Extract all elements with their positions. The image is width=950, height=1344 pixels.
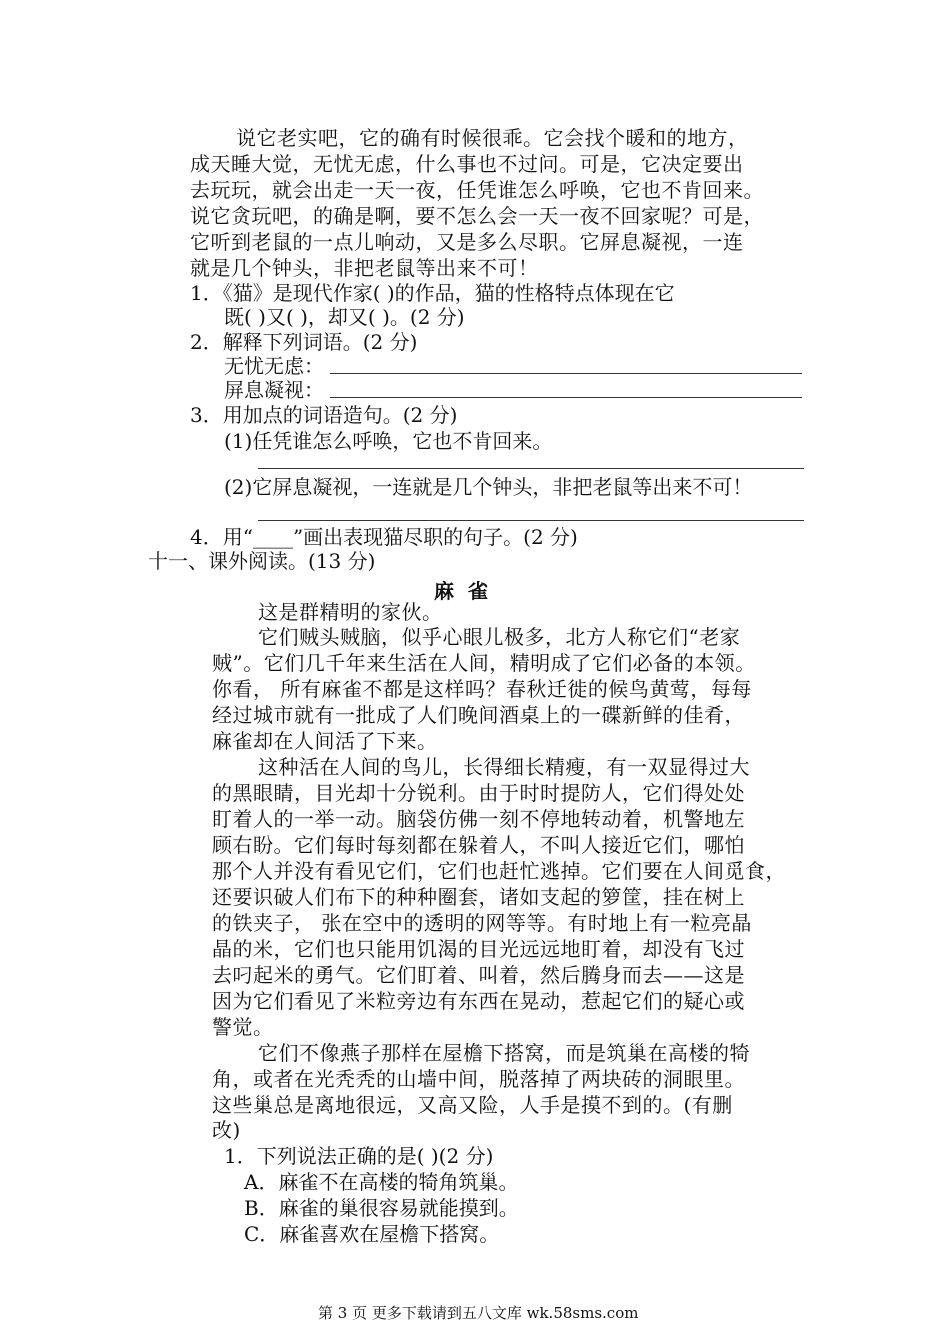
passage1-line: 就是几个钟头，非把老鼠等出来不可！ xyxy=(190,256,539,280)
passage2-line: 去叼起米的勇气。它们盯着、叫着，然后腾身而去——这是 xyxy=(212,963,745,987)
passage2-line: 它们贼头贼脑，似乎心眼儿极多，北方人称它们“老家 xyxy=(258,625,741,649)
passage1-line: 成天睡大觉，无忧无虑，什么事也不过问。可是，它决定要出 xyxy=(190,152,744,176)
sentence-item: (1)任凭谁怎么呼唤，它也不肯回来。 xyxy=(224,429,553,453)
passage2-line: 这些巢总是离地很远，又高又险，人手是摸不到的。(有删 xyxy=(212,1093,733,1117)
passage1-line: 说它老实吧，它的确有时候很乖。它会找个暖和的地方， xyxy=(236,126,749,150)
answer-line[interactable] xyxy=(330,397,802,398)
question-1-line1: 1．《猫》是现代作家( )的作品，猫的性格特点体现在它 xyxy=(190,281,675,305)
question-2-title: 2．解释下列词语。(2 分) xyxy=(190,330,418,354)
passage2-line: 经过城市就有一批成了人们晚间酒桌上的一碟新鲜的佳肴， xyxy=(212,703,745,727)
option-c[interactable]: C．麻雀喜欢在屋檐下搭窝。 xyxy=(244,1222,500,1246)
passage2-line: 盯着人的一举一动。脑袋仿佛一刻不停地转动着，机警地左 xyxy=(212,807,745,831)
question-3-title: 3．用加点的词语造句。(2 分) xyxy=(190,403,458,427)
passage2-line: 还要识破人们布下的种种圈套，诸如支起的箩筐，挂在树上 xyxy=(212,885,745,909)
option-b[interactable]: B．麻雀的巢很容易就能摸到。 xyxy=(244,1196,519,1220)
passage2-line: 晶的米，它们也只能用饥渴的目光远远地盯着，却没有飞过 xyxy=(212,937,745,961)
passage2-line: 改) xyxy=(212,1118,241,1142)
passage2-line: 警觉。 xyxy=(212,1015,274,1039)
passage2-line: 你看， 所有麻雀不都是这样吗？春秋迁徙的候鸟黄莺，每每 xyxy=(212,677,752,701)
question-1-line2: 既( )又( )，却又( )。(2 分) xyxy=(224,305,465,329)
page-footer: 第 3 页 更多下载请到五八文库 wk.58sms.com xyxy=(318,1304,639,1322)
passage2-line: 贼”。它们几千年来生活在人间，精明成了它们必备的本领。 xyxy=(212,651,756,675)
term-label: 屏息凝视： xyxy=(224,378,324,402)
reading-question-1: 1．下列说法正确的是( )(2 分) xyxy=(224,1144,494,1168)
passage2-line: 顾右盼。它们每时每刻都在躲着人，不叫人接近它们，哪怕 xyxy=(212,833,745,857)
answer-line[interactable] xyxy=(258,468,804,469)
option-a[interactable]: A．麻雀不在高楼的犄角筑巢。 xyxy=(244,1170,519,1194)
passage2-line: 这是群精明的家伙。 xyxy=(258,600,443,624)
passage1-line: 它听到老鼠的一点儿响动，又是多么尽职。它屏息凝视，一连 xyxy=(190,230,744,254)
passage1-line: 说它贪玩吧，的确是啊，要不怎么会一天一夜不回家呢？可是， xyxy=(190,204,764,228)
answer-line[interactable] xyxy=(330,373,802,374)
passage-title: 麻雀 xyxy=(434,579,502,603)
passage2-line: 的黑眼睛，目光却十分锐利。由于时时提防人，它们得处处 xyxy=(212,781,745,805)
section-heading: 十一、课外阅读。(13 分) xyxy=(148,549,376,573)
passage2-line: 角，或者在光秃秃的山墙中间，脱落掉了两块砖的洞眼里。 xyxy=(212,1067,745,1091)
passage2-line: 它们不像燕子那样在屋檐下搭窝，而是筑巢在高楼的犄 xyxy=(258,1041,750,1065)
passage1-line: 去玩玩，就会出走一天一夜，任凭谁怎么呼唤，它也不肯回来。 xyxy=(190,178,764,202)
passage2-line: 因为它们看见了米粒旁边有东西在晃动，惹起它们的疑心或 xyxy=(212,989,745,1013)
passage2-line: 那个人并没有看见它们，它们也赶忙逃掉。它们要在人间觅食， xyxy=(212,859,786,883)
term-label: 无忧无虑： xyxy=(224,354,324,378)
question-4: 4．用“____”画出表现猫尽职的句子。(2 分) xyxy=(190,525,578,549)
answer-line[interactable] xyxy=(258,520,804,521)
passage2-line: 麻雀却在人间活了下来。 xyxy=(212,729,438,753)
sentence-item: (2)它屏息凝视，一连就是几个钟头，非把老鼠等出来不可！ xyxy=(224,475,753,499)
passage2-line: 的铁夹子， 张在空中的透明的网等等。有时地上有一粒亮晶 xyxy=(212,911,752,935)
passage2-line: 这种活在人间的鸟儿，长得细长精瘦，有一双显得过大 xyxy=(258,755,750,779)
